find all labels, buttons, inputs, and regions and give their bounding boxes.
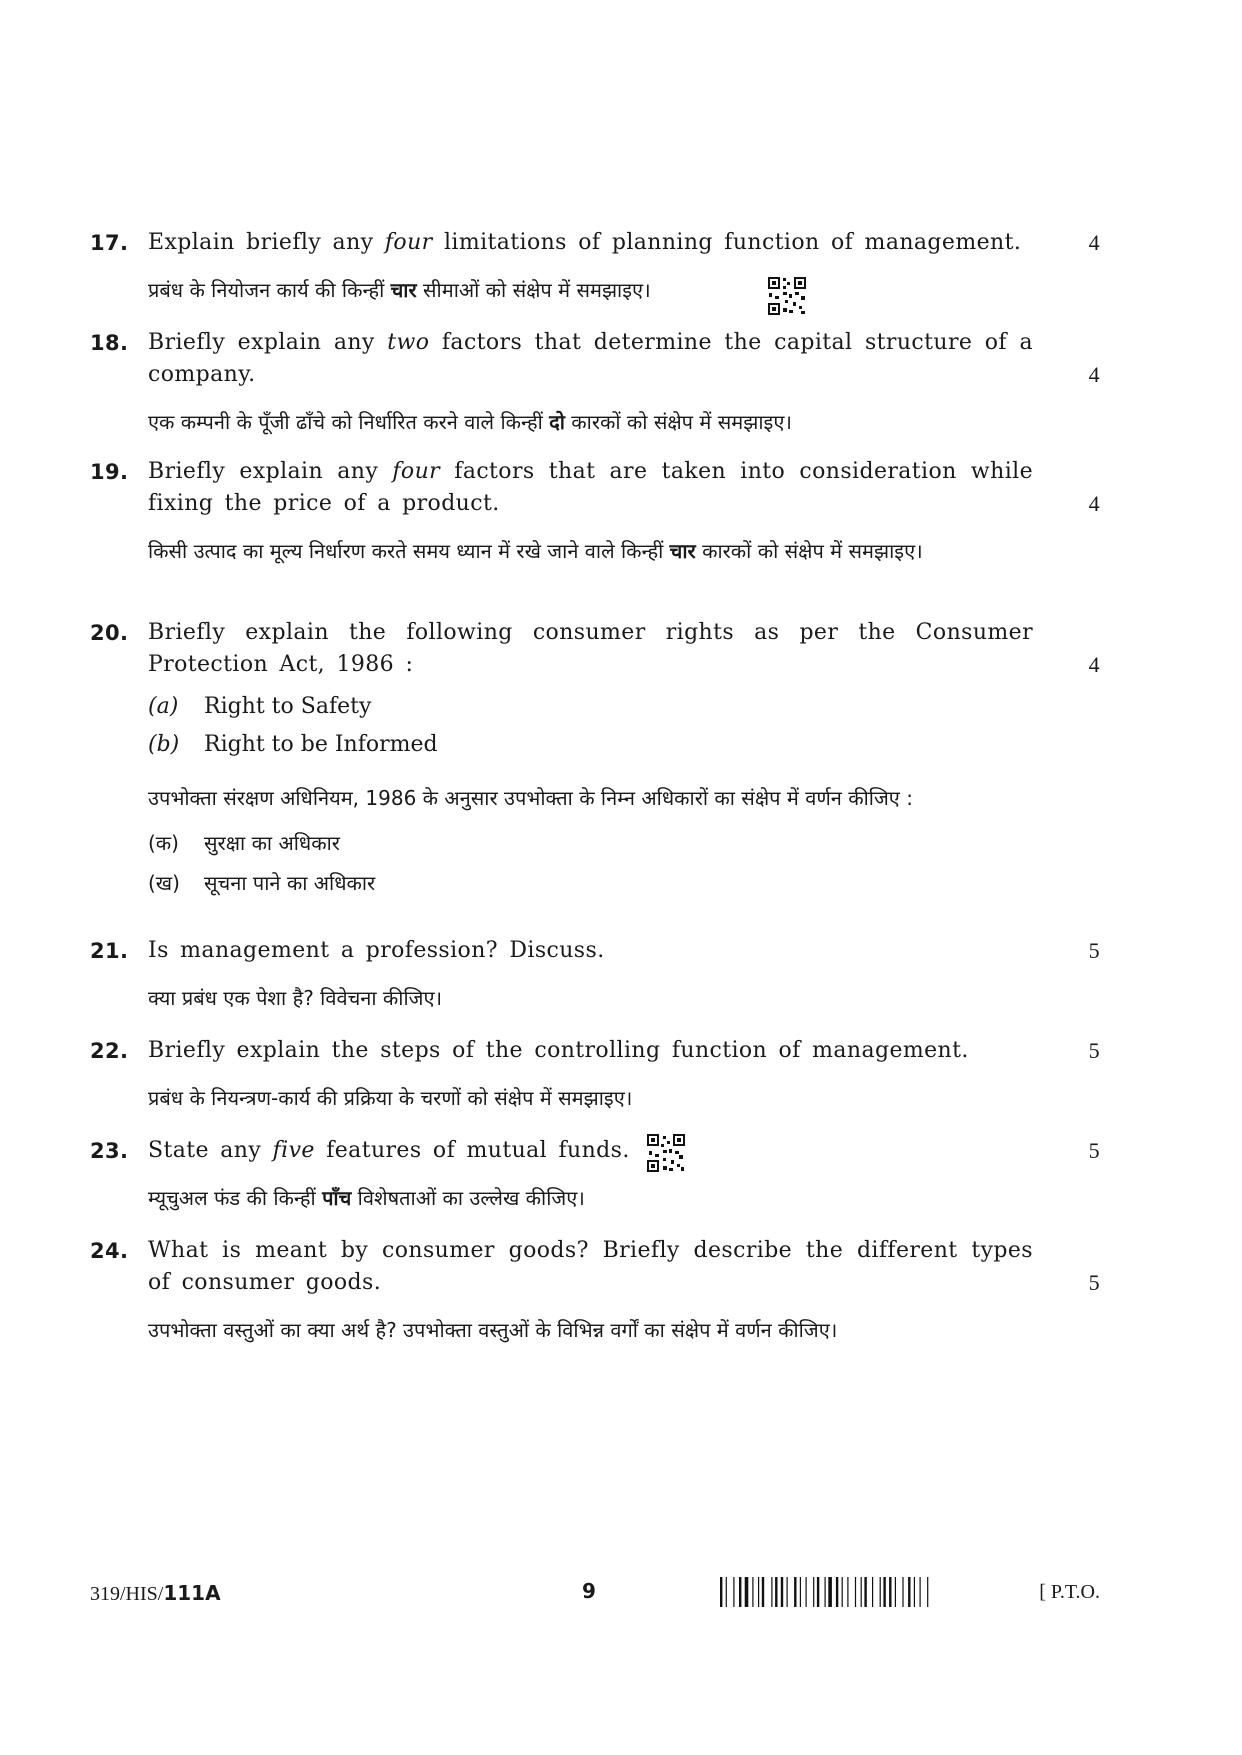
paper-code-suffix: 111A	[163, 1581, 221, 1605]
question-text-hi: प्रबंध के नियन्त्रण-कार्य की प्रक्रिया के चरणों को संक्षेप में समझाइए।	[148, 1086, 633, 1110]
pto-label: [ P.T.O.	[1039, 1581, 1100, 1603]
question-marks: 4	[1088, 491, 1100, 516]
question-text-hi: म्यूचुअल फंड की किन्हीं पाँच विशेषताओं का उल्लेख कीजिए।	[148, 1186, 585, 1210]
qr-code-icon	[646, 1133, 686, 1173]
sub-item-text: सुरक्षा का अधिकार	[204, 831, 340, 855]
question-number: 17.	[90, 231, 129, 255]
question-number: 19.	[90, 460, 129, 484]
question-text-en: Briefly explain the following consumer rights as per the Consumer Protection Act, 1986 :	[148, 620, 1033, 677]
paper-code	[90, 1581, 221, 1606]
question-text-en: Briefly explain any four factors that are taken into consideration while fixing the price of a product.	[148, 459, 1033, 516]
sub-item-kha	[148, 867, 1100, 899]
question-23	[90, 1135, 1100, 1215]
question-text-hi: क्या प्रबंध एक पेशा है? विवेचना कीजिए।	[148, 986, 443, 1010]
question-text-hi: किसी उत्पाद का मूल्य निर्धारण करते समय ध्यान में रखे जाने वाले किन्हीं चार कारकों को संक्षेप में समझाइए।	[148, 539, 923, 563]
question-text-hi: एक कम्पनी के पूँजी ढाँचे को निर्धारित करने वाले किन्हीं दो कारकों को संक्षेप में समझाइए।	[148, 410, 792, 434]
question-18	[90, 327, 1100, 439]
question-22	[90, 1035, 1100, 1115]
paper-code-prefix: 319/HIS/	[90, 1583, 164, 1605]
sub-item-ka	[148, 827, 1100, 859]
question-20	[90, 617, 1100, 899]
sub-item-label: (ख)	[148, 871, 180, 895]
question-number: 23.	[90, 1139, 129, 1163]
question-marks: 5	[1088, 1270, 1100, 1295]
question-text-en: What is meant by consumer goods? Briefly describe the different types of consumer goods.	[148, 1238, 1033, 1295]
question-text-hi: उपभोक्ता वस्तुओं का क्या अर्थ है? उपभोक्ता वस्तुओं के विभिन्न वर्गों का संक्षेप में वर्णन कीजिए।	[148, 1318, 838, 1342]
question-marks: 5	[1088, 938, 1100, 963]
question-24	[90, 1235, 1100, 1347]
sub-item-text: सूचना पाने का अधिकार	[204, 871, 376, 895]
sub-item-a	[148, 691, 1100, 723]
qr-code-icon	[767, 276, 807, 316]
question-text-en: Briefly explain the steps of the controlling function of management.	[148, 1038, 969, 1063]
question-text-hi: उपभोक्ता संरक्षण अधिनियम, 1986 के अनुसार उपभोक्ता के निम्न अधिकारों का संक्षेप में वर्णन कीजिए :	[148, 786, 913, 810]
question-number: 22.	[90, 1039, 129, 1063]
question-text-hi: प्रबंध के नियोजन कार्य की किन्हीं चार सीमाओं को संक्षेप में समझाइए।	[148, 278, 651, 302]
question-number: 18.	[90, 331, 129, 355]
question-marks: 4	[1088, 652, 1100, 677]
sub-item-label: (b)	[148, 732, 180, 757]
question-17	[90, 227, 1100, 307]
question-text-en: State any five features of mutual funds.	[148, 1138, 630, 1163]
question-marks: 5	[1088, 1038, 1100, 1063]
sub-item-text: Right to be Informed	[204, 732, 438, 757]
sub-item-text: Right to Safety	[204, 694, 372, 719]
question-marks: 4	[1088, 230, 1100, 255]
sub-item-label: (क)	[148, 831, 179, 855]
question-number: 24.	[90, 1239, 129, 1263]
question-19	[90, 456, 1100, 568]
sub-item-label: (a)	[148, 694, 179, 719]
question-21	[90, 935, 1100, 1015]
question-text-en: Explain briefly any four limitations of planning function of management.	[148, 230, 1022, 255]
barcode-icon	[720, 1577, 980, 1607]
question-text-en: Is management a profession? Discuss.	[148, 938, 605, 963]
page-number: 9	[582, 1579, 596, 1603]
question-marks: 5	[1088, 1138, 1100, 1163]
question-marks: 4	[1088, 362, 1100, 387]
sub-item-b	[148, 729, 1100, 761]
question-text-en: Briefly explain any two factors that determine the capital structure of a company.	[148, 330, 1033, 387]
question-number: 20.	[90, 621, 129, 645]
page-footer	[90, 1577, 1100, 1611]
question-number: 21.	[90, 939, 129, 963]
